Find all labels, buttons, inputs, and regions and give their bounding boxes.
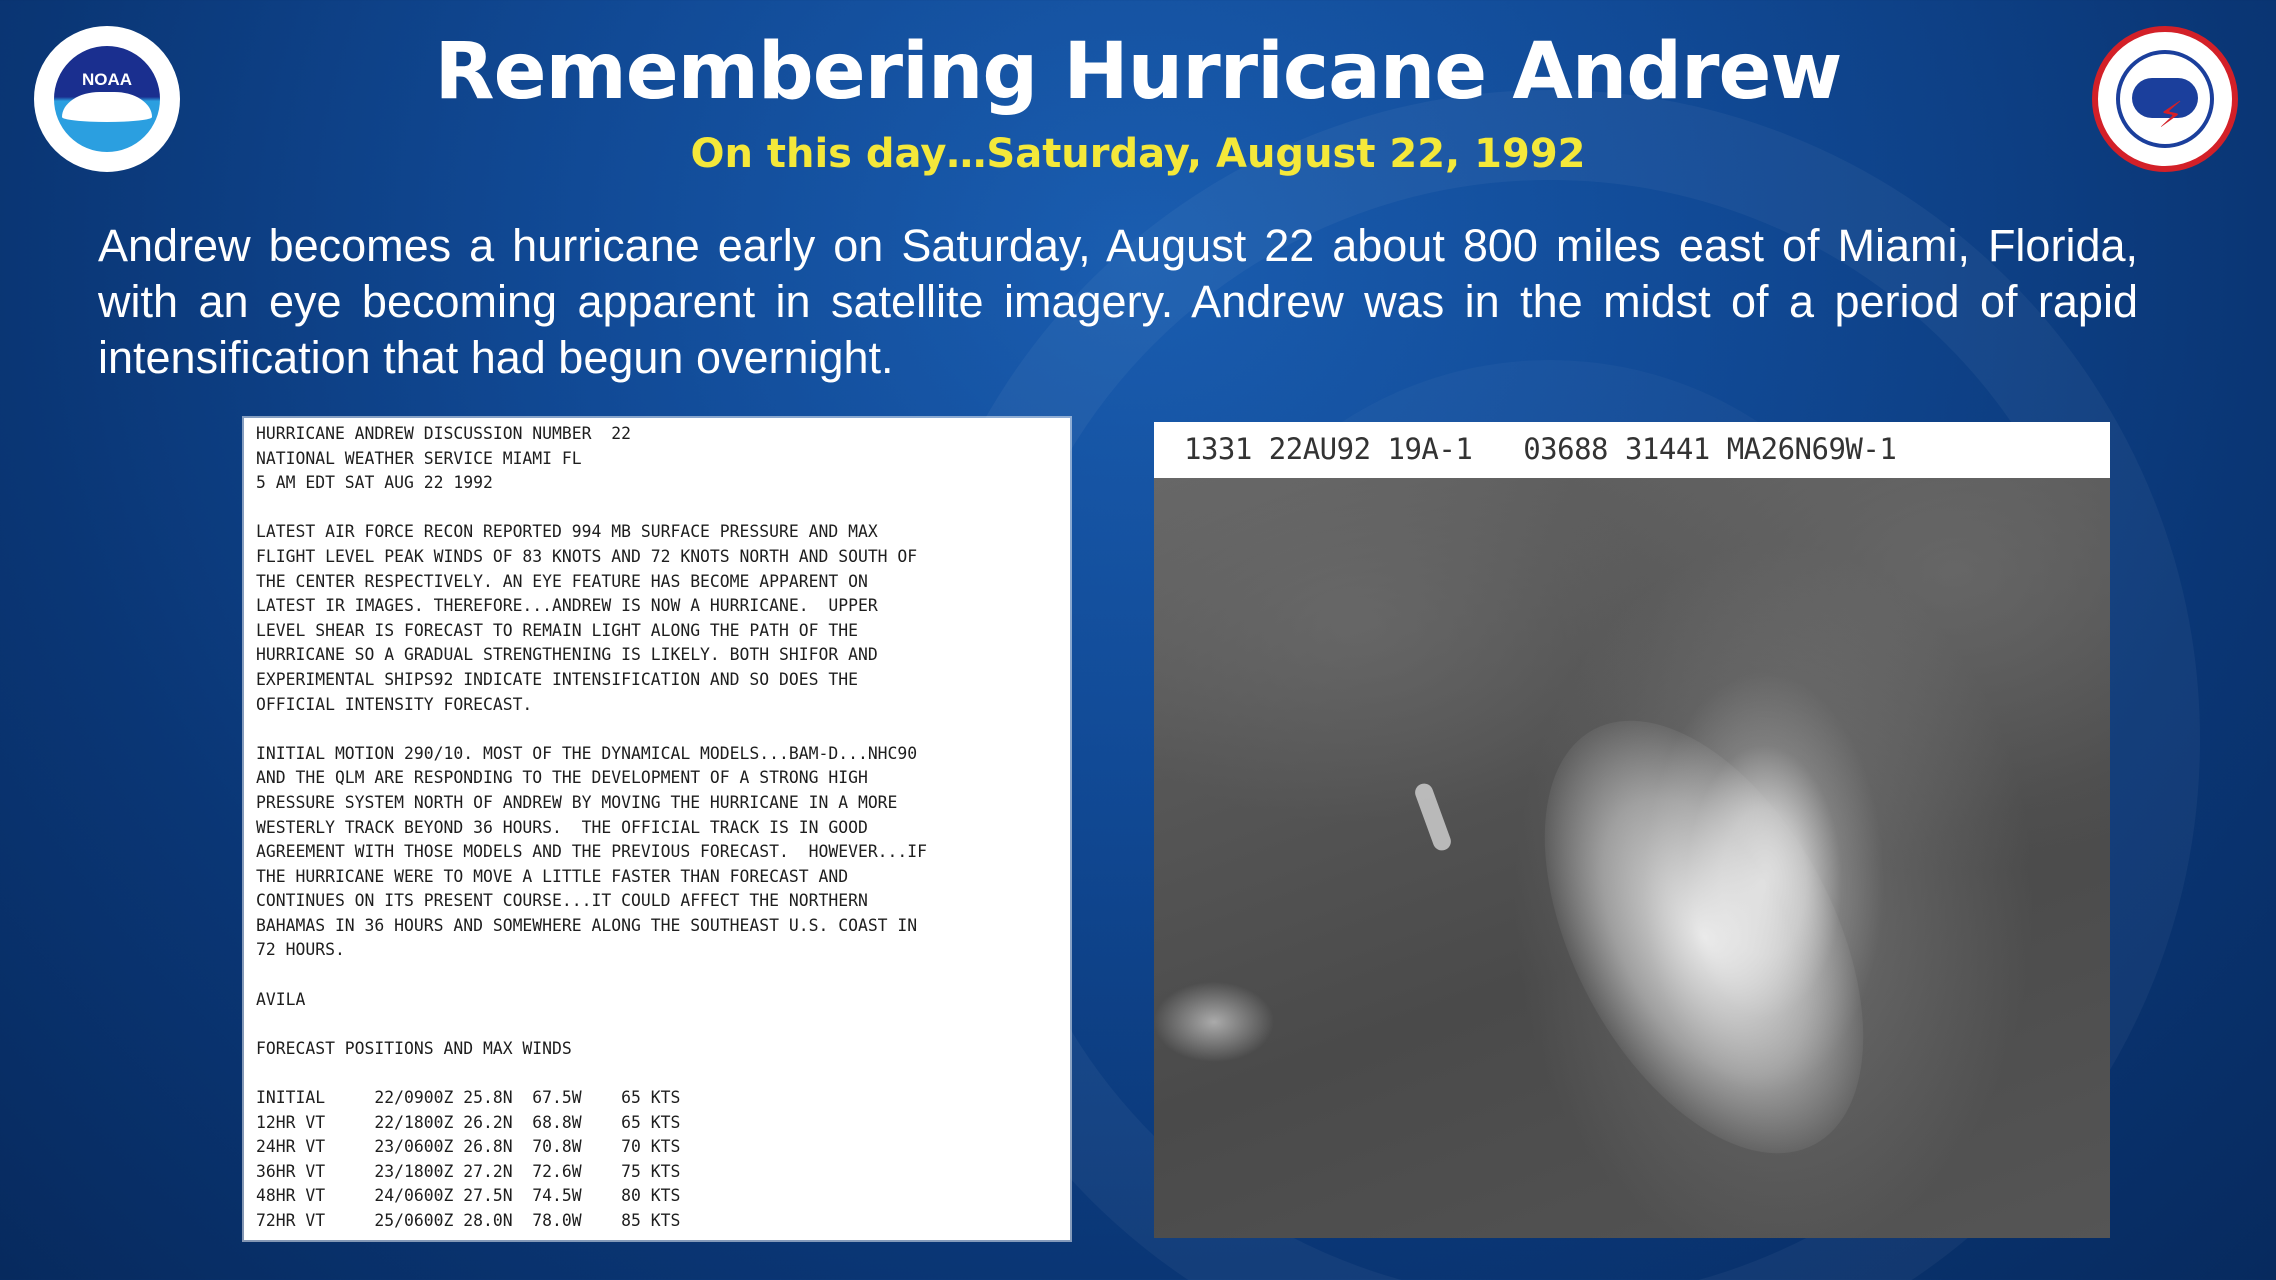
cloud-streak <box>1413 781 1454 853</box>
slide-title: Remembering Hurricane Andrew <box>434 27 1842 117</box>
slide-body-text: Andrew becomes a hurricane early on Saturday, August 22 about 800 miles east of Miami, Florida, with an eye becoming apparent in satellite imagery. Andrew was in the midst of a period of rapid intensification that had begun overnight. <box>98 220 2138 383</box>
hurricane-cloud-mass <box>1479 668 1929 1205</box>
satellite-header-bar <box>1154 422 2110 478</box>
satellite-header-text: 1331 22AU92 19A-1 03688 31441 MA26N69W-1 <box>1184 432 1897 466</box>
discussion-text: HURRICANE ANDREW DISCUSSION NUMBER 22 NATIONAL WEATHER SERVICE MIAMI FL 5 AM EDT SAT AUG 22 1992 LATEST AIR FORCE RECON REPORTED 994 MB SURFACE PRESSURE AND MAX FLIGHT LEVEL PEAK WINDS OF 83 KNOTS AND 72 KNOTS NORTH AND SOUTH OF THE CENTER RESPECTIVELY. AN EYE FEATURE HAS BECOME APPARENT ON LATEST IR IMAGES. THEREFORE...ANDREW IS NOW A HURRICANE. UPPER LEVEL SHEAR IS FORECAST TO REMAIN LIGHT ALONG THE PATH OF THE HURRICANE SO A GRADUAL STRENGTHENING IS LIKELY. BOTH SHIFOR AND EXPERIMENTAL SHIPS92 INDICATE INTENSIFICATION AND SO DOES THE OFFICIAL INTENSITY FORECAST. INITIAL MOTION 290/10. MOST OF THE DYNAMICAL MODELS...BAM-D...NHC90 AND THE QLM ARE RESPONDING TO THE DEVELOPMENT OF A STRONG HIGH PRESSURE SYSTEM NORTH OF ANDREW BY MOVING THE HURRICANE IN A MORE WESTERLY TRACK BEYOND 36 HOURS. THE OFFICIAL TRACK IS IN GOOD AGREEMENT WITH THOSE MODELS AND THE PREVIOUS FORECAST. HOWEVER...IF THE HURRICANE WERE TO MOVE A LITTLE FASTER THAN FORECAST AND CONTINUES ON ITS PRESENT COURSE...IT COULD AFFECT THE NORTHERN BAHAMAS IN 36 HOURS AND SOMEWHERE ALONG THE SOUTHEAST U.S. COAST IN 72 HOURS. AVILA FORECAST POSITIONS AND MAX WINDS INITIAL 22/0900Z 25.8N 67.5W 65 KTS 12HR VT 22/1800Z 26.2N 68.8W 65 KTS 24HR VT 23/0600Z 26.8N 70.8W 70 KTS 36HR VT 23/1800Z 27.2N 72.6W 75 KTS 48HR VT 24/0600Z 27.5N 74.5W 80 KTS 72HR VT 25/0600Z 28.0N 78.0W 85 KTS <box>256 424 928 1230</box>
hurricane-discussion-document <box>244 418 1070 1240</box>
lightning-bolt-icon: ⚡ <box>2158 95 2184 136</box>
slide-subtitle: On this day…Saturday, August 22, 1992 <box>690 131 1586 177</box>
satellite-image <box>1154 422 2110 1238</box>
noaa-logo-text: NOAA <box>81 70 133 89</box>
